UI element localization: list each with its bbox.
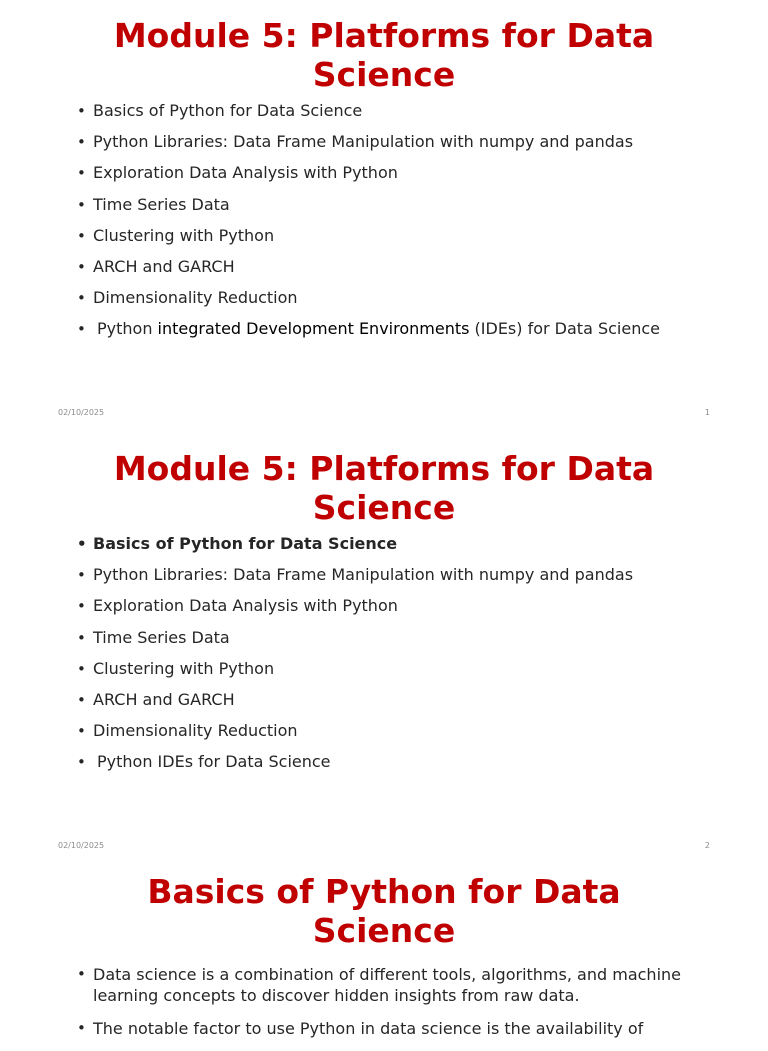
bullet-list: [76, 534, 696, 784]
list-item: • Python Libraries: Data Frame Manipulation with numpy and pandas: [76, 565, 696, 596]
slide-date: 02/10/2025: [58, 408, 105, 417]
slide-number: 1: [704, 408, 710, 417]
list-item: • Python IDEs for Data Science: [76, 752, 696, 783]
bullet-list: [76, 101, 696, 351]
list-item: • Exploration Data Analysis with Python: [76, 596, 696, 627]
list-item: • ARCH and GARCH: [76, 257, 696, 288]
list-item: • Clustering with Python: [76, 226, 696, 257]
list-item: • Clustering with Python: [76, 659, 696, 690]
list-item: • Data science is a combination of different tools, algorithms, and machine learning concepts to discover hidden insights from raw data.: [76, 964, 681, 1006]
list-item: • Basics of Python for Data Science: [76, 534, 696, 565]
list-item: • Dimensionality Reduction: [76, 288, 696, 319]
list-item: [76, 319, 696, 350]
slide-3: [0, 866, 768, 1038]
slide-title: Module 5: Platforms for Data Science: [113, 16, 655, 94]
list-item: • Python Libraries: Data Frame Manipulation with numpy and pandas: [76, 132, 696, 163]
slide-number: 2: [704, 841, 710, 850]
list-item: • Exploration Data Analysis with Python: [76, 163, 696, 194]
slide-2: [0, 433, 768, 866]
list-item: • Dimensionality Reduction: [76, 721, 696, 752]
slide-title: Basics of Python for Data Science: [147, 872, 621, 950]
slide-1: [0, 0, 768, 433]
list-item: • Time Series Data: [76, 628, 696, 659]
bullet-highlight-text: integrated Development Environments: [157, 319, 470, 339]
list-item: • Basics of Python for Data Science: [76, 101, 696, 132]
slide-date: 02/10/2025: [58, 841, 105, 850]
list-item: • Time Series Data: [76, 195, 696, 226]
slide-title: Module 5: Platforms for Data Science: [113, 449, 655, 527]
bullet-list: [76, 964, 681, 1051]
bullet-text: (IDEs) for Data Science: [469, 319, 660, 339]
list-item: • ARCH and GARCH: [76, 690, 696, 721]
list-item: • The notable factor to use Python in data science is the availability of: [76, 1018, 681, 1039]
bullet-text: Python: [97, 319, 158, 339]
